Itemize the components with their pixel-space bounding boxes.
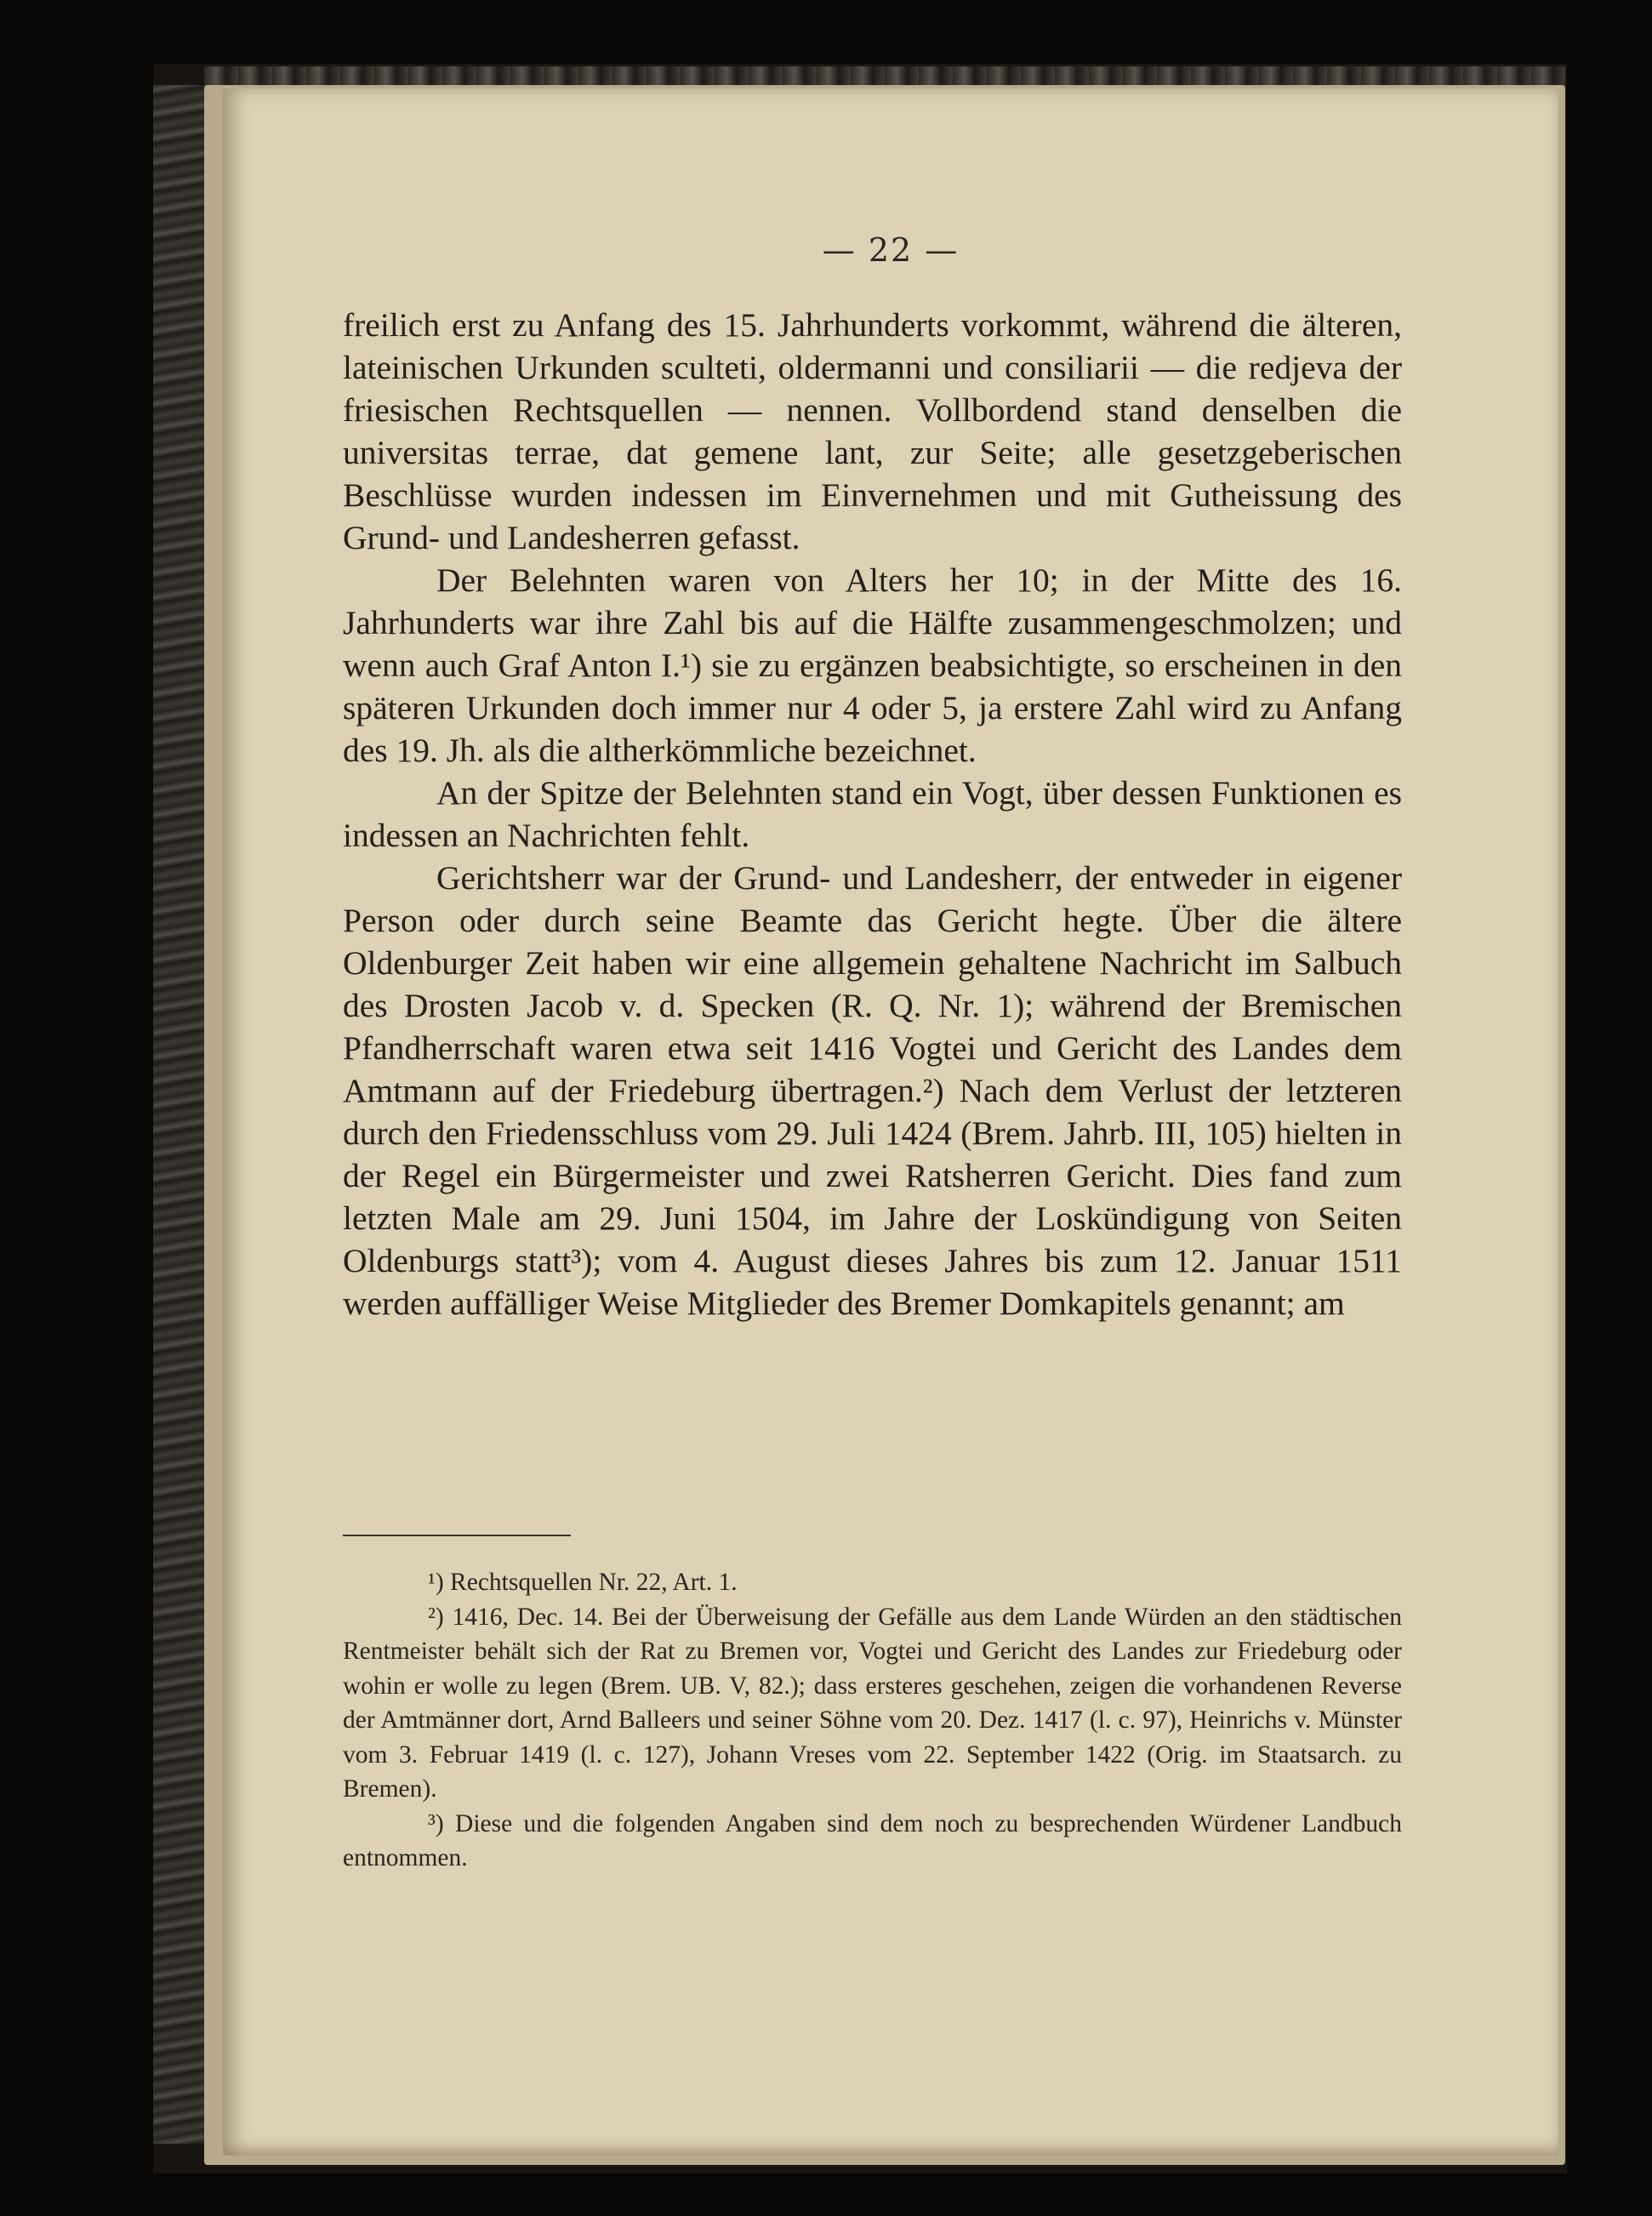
- paragraph: Der Belehnten waren von Alters her 10; in der Mitte des 16. Jahrhunderts war ihre Zahl bis auf die Hälfte zusammengeschmolzen; und wenn auch Graf Anton I.¹) sie zu ergänzen beabsichtigte, so erscheinen in den späteren Urkunden doch immer nur 4 oder 5, ja erstere Zahl wird zu Anfang des 19. Jh. als die altherkömmliche bezeichnet.: [343, 561, 1402, 769]
- paragraph: Gerichtsherr war der Grund- und Landesherr, der entweder in eigener Person oder durch seine Beamte das Gericht hegte. Über die ältere Oldenburger Zeit haben wir eine allgemein gehaltene Nachricht im Salbuch des Drosten Jacob v. d. Specken (R. Q. Nr. 1); während der Bremischen Pfandherrschaft waren etwa seit 1416 Vogtei und Gericht des Landes dem Amtmann auf der Friedeburg übertragen.²) Nach dem Verlust der letzteren durch den Friedensschluss vom 29. Juli 1424 (Brem. Jahrb. III, 105) hielten in der Regel ein Bürgermeister und zwei Ratsherren Gericht. Dies fand zum letzten Male am 29. Juni 1504, im Jahre der Loskündigung von Seiten Oldenburgs statt³); vom 4. August dieses Jahres bis zum 12. Januar 1511 werden auffälliger Weise Mitglieder des Bremer Domkapitels genannt; am: [343, 859, 1402, 1322]
- page-number: — 22 —: [822, 231, 960, 269]
- paragraph: An der Spitze der Belehnten stand ein Vogt, über dessen Funktionen es indessen an Nachrichten fehlt.: [343, 774, 1402, 854]
- paragraph: freilich erst zu Anfang des 15. Jahrhunderts vorkommt, während die älteren, lateinischen Urkunden sculteti, oldermanni und consiliarii — die redjeva der friesischen Rechtsquellen — nennen. Vollbordend stand denselben die universitas terrae, dat gemene lant, zur Seite; alle gesetzgeberischen Beschlüsse wurden indessen im Einvernehmen und mit Gutheissung des Grund- und Landesherren gefasst.: [343, 306, 1402, 556]
- footnote: ²) 1416, Dec. 14. Bei der Überweisung der Gefälle aus dem Lande Würden an den städtischen Rentmeister behält sich der Rat zu Bremen vor, Vogtei und Gericht des Landes zur Friedeburg oder wohin er wolle zu legen (Brem. UB. V, 82.); dass ersteres geschehen, zeigen die vorhandenen Reverse der Amtmänner dort, Arnd Balleers und seiner Söhne vom 20. Dez. 1417 (l. c. 97), Heinrichs v. Münster vom 3. Februar 1419 (l. c. 127), Johann Vreses vom 22. September 1422 (Orig. im Staatsarch. zu Bremen).: [343, 1603, 1402, 1803]
- footnote-rule: [343, 1535, 571, 1536]
- marbled-cover-edge: [153, 85, 204, 2144]
- footnote: ¹) Rechtsquellen Nr. 22, Art. 1.: [428, 1569, 738, 1596]
- main-text: [343, 304, 1402, 1324]
- footnotes: [343, 1565, 1402, 1876]
- footnote: ³) Diese und die folgenden Angaben sind dem noch zu besprechenden Würdener Landbuch entnommen.: [343, 1809, 1402, 1871]
